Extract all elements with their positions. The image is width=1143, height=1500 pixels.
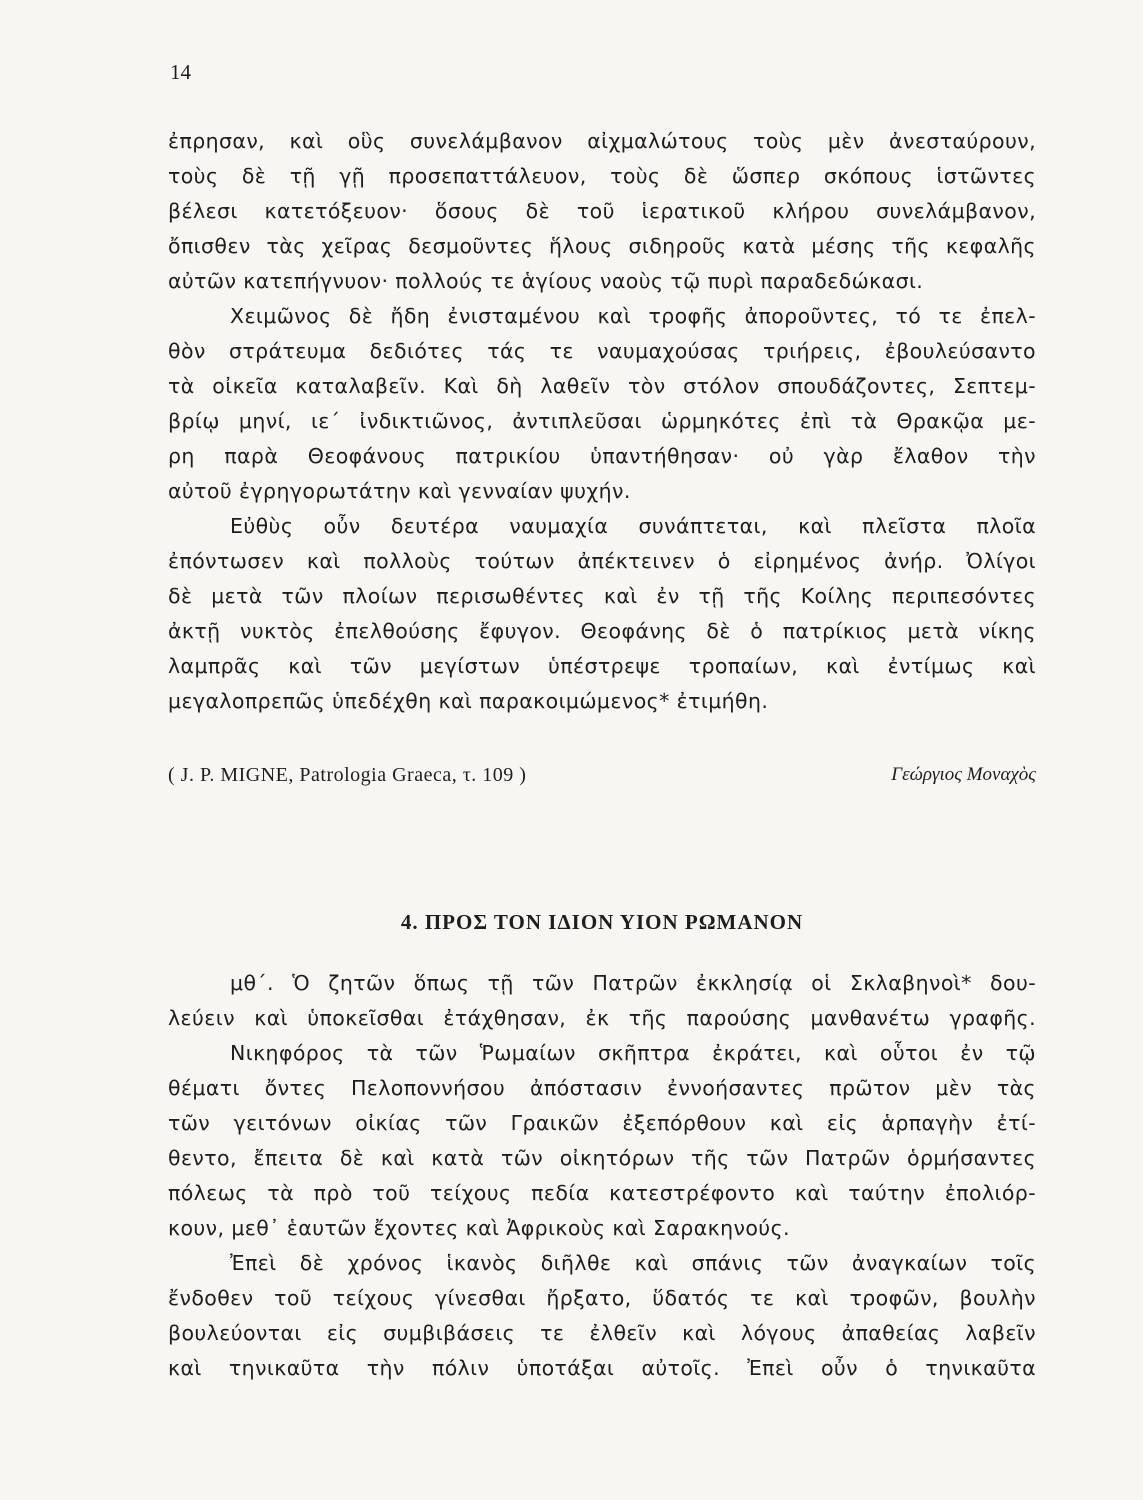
- text-line: μθ΄. Ὁ ζητῶν ὅπως τῇ τῶν Πατρῶν ἐκκλησίᾳ οἱ Σκλαβηνοὶ* δου-: [230, 971, 1036, 995]
- text-line: θὸν στράτευμα δεδιότες τάς τε ναυμαχούσας τριήρεις, ἐβουλεύσαντο: [168, 339, 1036, 363]
- text-line: τῶν γειτόνων οἰκίας τῶν Γραικῶν ἐξεπόρθουν καὶ εἰς ἁρπαγὴν ἐτί-: [168, 1111, 1036, 1135]
- citation: [168, 760, 1036, 790]
- text-block-2: [168, 966, 1036, 1386]
- text-line: αὐτοῦ ἐγρηγορωτάτην καὶ γενναίαν ψυχήν.: [168, 479, 631, 503]
- text-line: βρίῳ μηνί, ιε΄ ἰνδικτιῶνος, ἀντιπλεῦσαι ὡρμηκότες ἐπὶ τὰ Θρακῷα με-: [168, 409, 1036, 433]
- text-line: Νικηφόρος τὰ τῶν Ῥωμαίων σκῆπτρα ἐκράτει, καὶ οὗτοι ἐν τῷ: [230, 1041, 1036, 1065]
- text-line: ρη παρὰ Θεοφάνους πατρικίου ὑπαντήθησαν· οὐ γὰρ ἔλαθον τὴν: [168, 444, 1036, 468]
- text-line: ἀκτῇ νυκτὸς ἐπελθούσης ἔφυγον. Θεοφάνης δὲ ὁ πατρίκιος μετὰ νίκης: [168, 619, 1036, 643]
- text-line: κουν, μεθ᾽ ἑαυτῶν ἔχοντες καὶ Ἀφρικοὺς καὶ Σαρακηνούς.: [168, 1216, 790, 1240]
- text-line: λεύειν καὶ ὑποκεῖσθαι ἐτάχθησαν, ἐκ τῆς παρούσης μανθανέτω γραφῆς.: [168, 1006, 1036, 1030]
- text-line: ὄπισθεν τὰς χεῖρας δεσμοῦντες ἥλους σιδηροῦς κατὰ μέσης τῆς κεφαλῆς: [168, 234, 1036, 258]
- text-line: λαμπρᾶς καὶ τῶν μεγίστων ὑπέστρεψε τροπαίων, καὶ ἐντίμως καὶ: [168, 654, 1036, 678]
- text-line: ἐπόντωσεν καὶ πολλοὺς τούτων ἀπέκτεινεν ὁ εἰρημένος ἀνήρ. Ὀλίγοι: [168, 549, 1036, 573]
- text-line: τὰ οἰκεῖα καταλαβεῖν. Καὶ δὴ λαθεῖν τὸν στόλον σπουδάζοντες, Σεπτεμ-: [168, 374, 1036, 398]
- text-line: ἔνδοθεν τοῦ τείχους γίνεσθαι ἤρξατο, ὕδατός τε καὶ τροφῶν, βουλὴν: [168, 1286, 1036, 1310]
- text-line: θεντο, ἔπειτα δὲ καὶ κατὰ τῶν οἰκητόρων τῆς τῶν Πατρῶν ὁρμήσαντες: [168, 1146, 1036, 1170]
- text-line: βέλεσι κατετόξευον· ὅσους δὲ τοῦ ἱερατικοῦ κλήρου συνελάμβανον,: [168, 199, 1036, 223]
- text-line: καὶ τηνικαῦτα τὴν πόλιν ὑποτάξαι αὐτοῖς. Ἐπεὶ οὖν ὁ τηνικαῦτα: [168, 1356, 1036, 1380]
- text-line: θέματι ὄντες Πελοποννήσου ἀπόστασιν ἐννοήσαντες πρῶτον μὲν τὰς: [168, 1076, 1036, 1100]
- text-line: ἐπρησαν, καὶ οὓς συνελάμβανον αἰχμαλώτους τοὺς μὲν ἀνεσταύρουν,: [168, 129, 1036, 153]
- text-line: δὲ μετὰ τῶν πλοίων περισωθέντες καὶ ἐν τῇ τῆς Κοίλης περιπεσόντες: [168, 584, 1036, 608]
- text-line: Ἐπεὶ δὲ χρόνος ἱκανὸς διῆλθε καὶ σπάνις τῶν ἀναγκαίων τοῖς: [230, 1251, 1036, 1275]
- text-line: τοὺς δὲ τῇ γῇ προσεπαττάλευον, τοὺς δὲ ὥσπερ σκόπους ἱστῶντες: [168, 164, 1036, 188]
- text-line: Χειμῶνος δὲ ἤδη ἐνισταμένου καὶ τροφῆς ἀποροῦντες, τό τε ἐπελ-: [230, 304, 1036, 328]
- text-block-1: [168, 124, 1036, 719]
- text-line: πόλεως τὰ πρὸ τοῦ τείχους πεδία κατεστρέφοντο καὶ ταύτην ἐπολιόρ-: [168, 1181, 1036, 1205]
- text-line: Εὐθὺς οὖν δευτέρα ναυμαχία συνάπτεται, καὶ πλεῖστα πλοῖα: [230, 514, 1036, 538]
- section-heading: 4. ΠΡΟΣ ΤΟΝ ΙΔΙΟΝ ΥΙΟΝ ΡΩΜΑΝΟΝ: [400, 910, 804, 934]
- page-number: 14: [170, 60, 191, 84]
- text-line: βουλεύονται εἰς συμβιβάσεις τε ἐλθεῖν καὶ λόγους ἀπαθείας λαβεῖν: [168, 1321, 1036, 1345]
- citation-author: Γεώργιος Μοναχὸς: [891, 764, 1036, 785]
- text-line: αὐτῶν κατεπήγνυον· πολλούς τε ἁγίους ναοὺς τῷ πυρὶ παραδεδώκασι.: [168, 269, 924, 293]
- citation-source: ( J. P. MIGNE, Patrologia Graeca, τ. 109 ): [168, 764, 527, 786]
- text-line: μεγαλοπρεπῶς ὑπεδέχθη καὶ παρακοιμώμενος* ἐτιμήθη.: [168, 689, 769, 713]
